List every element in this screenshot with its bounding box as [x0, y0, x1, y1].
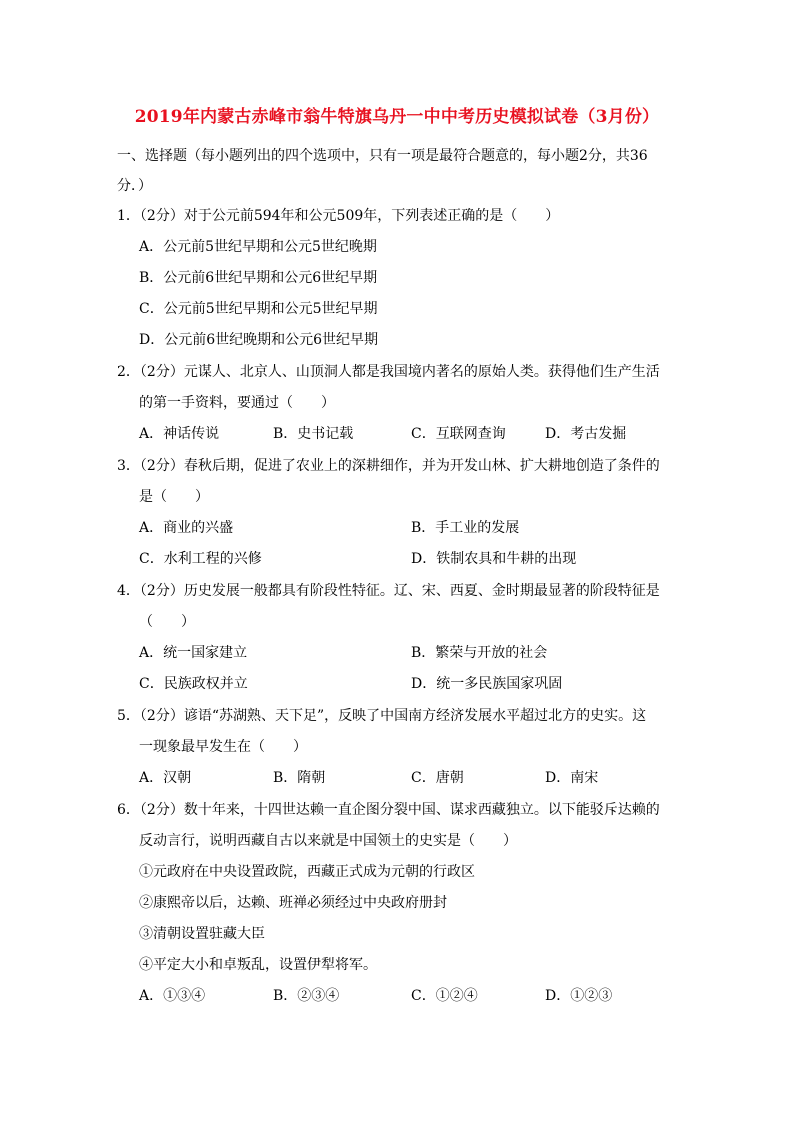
q6-option-a: A．①③④: [139, 988, 206, 1004]
q3-option-d: D．铁制农具和牛耕的出现: [411, 551, 577, 567]
q6-stem-line-2: 反动言行，说明西藏自古以来就是中国领土的史实是（ ）: [139, 833, 517, 849]
q6-statement-1: ①元政府在中央设置政院，西藏正式成为元朝的行政区: [139, 864, 475, 880]
q6-option-d: D．①②③: [545, 988, 613, 1004]
section-heading-line-2: 分．）: [117, 178, 152, 194]
q6-option-b: B．②③④: [273, 988, 340, 1004]
q3-stem-line-1: 3．（2分）春秋后期，促进了农业上的深耕细作，并为开发山林、扩大耕地创造了条件的: [117, 458, 660, 474]
q2-option-a: A．神话传说: [139, 426, 220, 442]
page-title: 2019年内蒙古赤峰市翁牛特旗乌丹一中中考历史模拟试卷（3月份）: [134, 107, 660, 127]
section-heading-line-1: 一、选择题（每小题列出的四个选项中，只有一项是最符合题意的，每小题2分，共36: [117, 148, 648, 164]
q5-stem-line-2: 一现象最早发生在（ ）: [139, 739, 307, 755]
q6-statement-4: ④平定大小和卓叛乱，设置伊犁将军。: [139, 957, 377, 973]
q2-stem-line-1: 2．（2分）元谋人、北京人、山顶洞人都是我国境内著名的原始人类。获得他们生产生活: [117, 364, 660, 380]
q5-option-c: C．唐朝: [411, 770, 464, 786]
q6-statement-2: ②康熙帝以后，达赖、班禅必须经过中央政府册封: [139, 895, 447, 911]
q5-option-b: B．隋朝: [273, 770, 326, 786]
q4-option-a: A．统一国家建立: [139, 645, 248, 661]
q3-stem-line-2: 是（ ）: [139, 489, 209, 505]
q1-option-b: B．公元前6世纪早期和公元6世纪早期: [139, 270, 378, 286]
q6-option-c: C．①②④: [411, 988, 478, 1004]
q1-option-d: D．公元前6世纪晚期和公元6世纪早期: [139, 332, 379, 348]
q5-option-d: D．南宋: [545, 770, 599, 786]
q2-option-b: B．史书记载: [273, 426, 354, 442]
q4-stem-line-2: （ ）: [139, 614, 195, 630]
q2-option-c: C．互联网查询: [411, 426, 506, 442]
q3-option-b: B．手工业的发展: [411, 520, 520, 536]
q6-statement-3: ③清朝设置驻藏大臣: [139, 926, 265, 942]
q1-option-c: C．公元前5世纪早期和公元5世纪早期: [139, 301, 378, 317]
q4-option-b: B．繁荣与开放的社会: [411, 645, 548, 661]
q2-option-d: D．考古发掘: [545, 426, 627, 442]
q6-stem-line-1: 6．（2分）数十年来，十四世达赖一直企图分裂中国、谋求西藏独立。以下能驳斥达赖的: [117, 802, 660, 818]
q3-option-a: A．商业的兴盛: [139, 520, 234, 536]
q1-option-a: A．公元前5世纪早期和公元5世纪晚期: [139, 239, 377, 255]
q4-option-d: D．统一多民族国家巩固: [411, 676, 563, 692]
q3-option-c: C．水利工程的兴修: [139, 551, 262, 567]
q4-option-c: C．民族政权并立: [139, 676, 248, 692]
q4-stem-line-1: 4．（2分）历史发展一般都具有阶段性特征。辽、宋、西夏、金时期最显著的阶段特征是: [117, 583, 660, 599]
q1-stem: 1．（2分）对于公元前594年和公元509年，下列表述正确的是（ ）: [117, 208, 560, 224]
q5-option-a: A．汉朝: [139, 770, 192, 786]
q2-stem-line-2: 的第一手资料，要通过（ ）: [139, 395, 335, 411]
q5-stem-line-1: 5．（2分）谚语“苏湖熟、天下足”，反映了中国南方经济发展水平超过北方的史实。这: [117, 708, 647, 724]
